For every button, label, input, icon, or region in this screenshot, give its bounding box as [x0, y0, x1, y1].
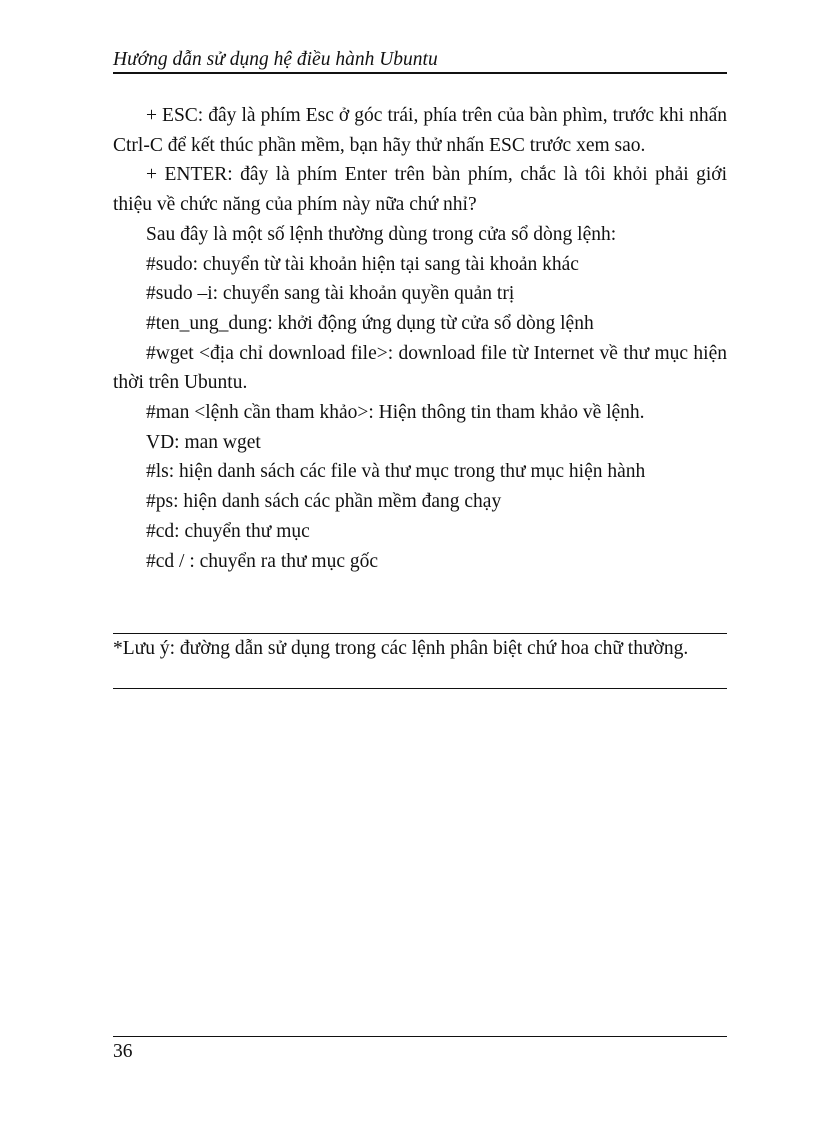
command-ls: #ls: hiện danh sách các file và thư mục trong thư mục hiện hành	[146, 461, 646, 483]
paragraph-enter-key: + ENTER: đây là phím Enter trên bàn phím, chắc là tôi khỏi phải giới thiệu về chức năng của phím này nữa chứ nhỉ?	[113, 164, 727, 216]
running-header: Hướng dẫn sử dụng hệ điều hành Ubuntu	[113, 49, 438, 70]
page-number: 36	[113, 1041, 133, 1062]
paragraph-esc-key: + ESC: đây là phím Esc ở góc trái, phía trên của bàn phìm, trước khi nhấn Ctrl-C để kết thúc phần mềm, bạn hãy thử nhấn ESC trước xem sao.	[113, 105, 727, 156]
command-ps: #ps: hiện danh sách các phần mềm đang chạy	[146, 491, 502, 513]
command-sudo-i: #sudo –i: chuyển sang tài khoản quyền quản trị	[146, 283, 515, 305]
example-man-wget: VD: man wget	[146, 431, 261, 453]
header-rule	[113, 72, 727, 74]
note-box: *Lưu ý: đường dẫn sử dụng trong các lệnh phân biệt chứ hoa chữ thường.	[113, 633, 727, 689]
body-text	[113, 101, 727, 576]
footer-rule	[113, 1036, 727, 1037]
command-cd-root: #cd / : chuyển ra thư mục gốc	[146, 550, 379, 572]
command-app-name: #ten_ung_dung: khởi động ứng dụng từ cửa sổ dòng lệnh	[146, 312, 594, 334]
command-cd: #cd: chuyển thư mục	[146, 520, 310, 542]
command-sudo: #sudo: chuyển từ tài khoản hiện tại sang tài khoản khác	[146, 253, 579, 275]
command-wget: #wget <địa chỉ download file>: download file từ Internet về thư mục hiện thời trên Ubuntu.	[113, 342, 727, 394]
commands-intro: Sau đây là một số lệnh thường dùng trong cửa sổ dòng lệnh:	[146, 223, 617, 245]
command-man: #man <lệnh cần tham khảo>: Hiện thông tin tham khảo về lệnh.	[146, 402, 645, 424]
